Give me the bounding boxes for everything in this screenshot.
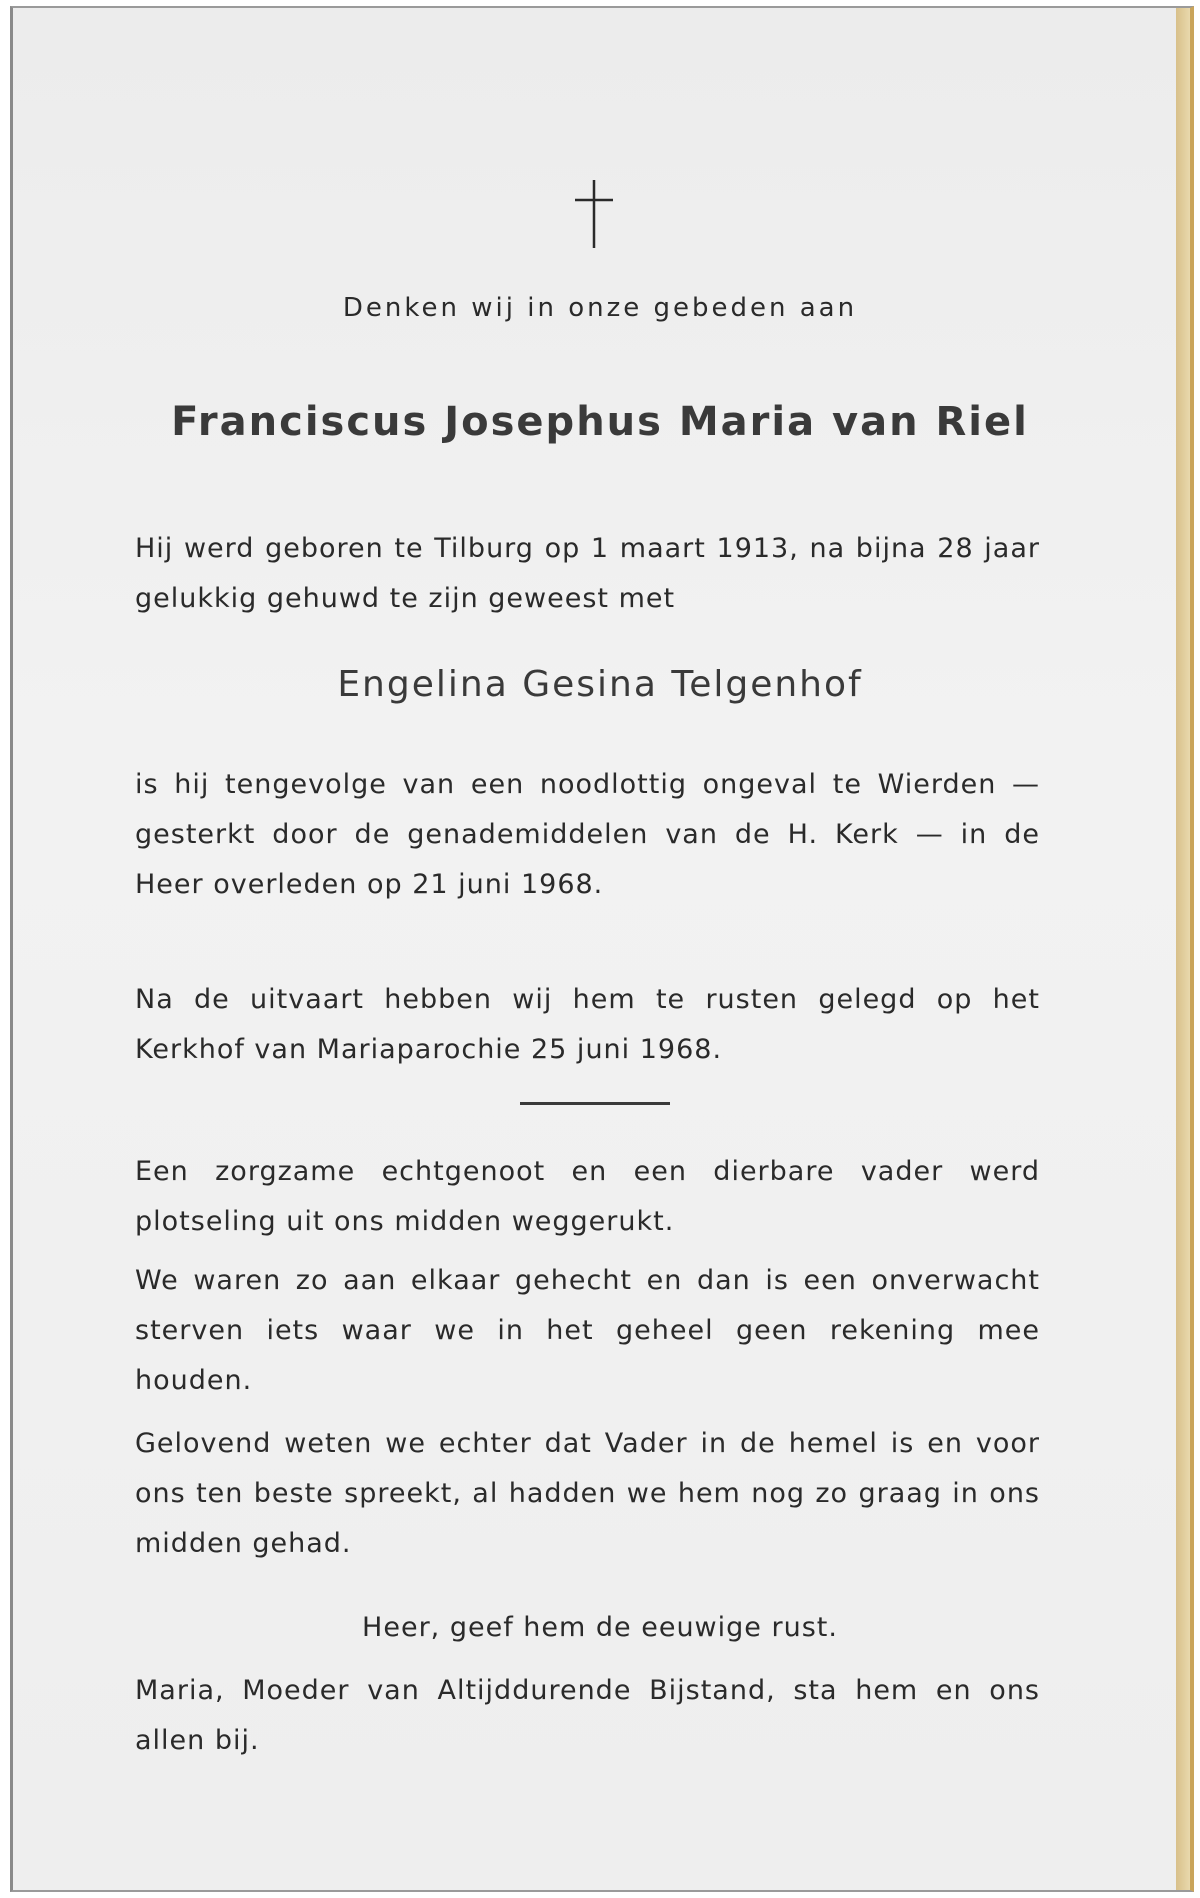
- latin-cross-icon: [567, 178, 621, 250]
- prayer-maria: Maria, Moeder van Altijddurende Bijstand, sta hem en ons allen bij.: [135, 1675, 1040, 1756]
- prayer-rest: Heer, geef hem de eeuwige rust.: [362, 1612, 838, 1643]
- divider: [520, 1102, 670, 1105]
- faith-paragraph: Gelovend weten we echter dat Vader in de hemel is en voor ons ten beste spreekt, al hadden we hem nog zo graag in ons midden gehad.: [135, 1428, 1040, 1559]
- attached-paragraph: We waren zo aan elkaar gehecht en dan is een onverwacht sterven iets waar we in het geheel geen rekening mee houden.: [135, 1265, 1040, 1396]
- intro-line: Denken wij in onze gebeden aan: [342, 293, 858, 323]
- card-edge: [1176, 8, 1190, 1890]
- death-paragraph: is hij tengevolge van een noodlottig ongeval te Wierden — gesterkt door de genademiddelen van de H. Kerk — in de Heer overleden op 21 juni 1968.: [135, 769, 1040, 900]
- deceased-name: Franciscus Josephus Maria van Riel: [171, 399, 1029, 445]
- birth-paragraph: Hij werd geboren te Tilburg op 1 maart 1913, na bijna 28 jaar gelukkig gehuwd te zijn geweest met: [135, 533, 1040, 614]
- burial-paragraph: Na de uitvaart hebben wij hem te rusten gelegd op het Kerkhof van Mariaparochie 25 juni 1968.: [135, 984, 1040, 1065]
- spouse-name: Engelina Gesina Telgenhof: [337, 664, 863, 705]
- father-paragraph: Een zorgzame echtgenoot en een dierbare vader werd plotseling uit ons midden weggerukt.: [135, 1156, 1040, 1237]
